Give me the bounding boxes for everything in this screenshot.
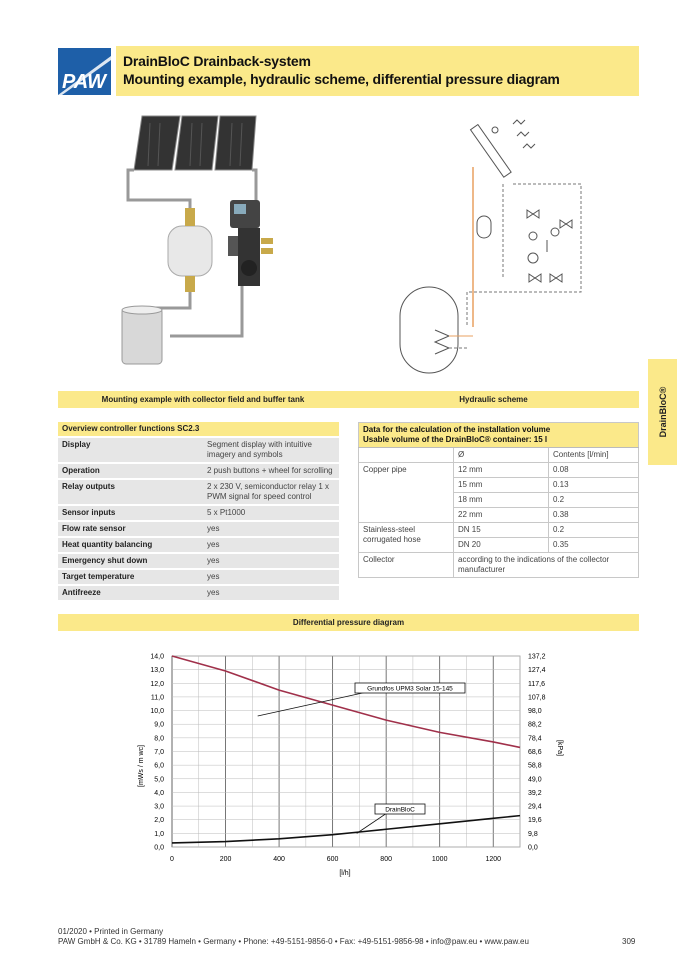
collector-symbol	[471, 120, 535, 177]
differential-pressure-chart	[130, 646, 570, 886]
table-row: 15 mm 0.13	[359, 478, 639, 493]
y2-tick-label: 68,6	[528, 749, 542, 756]
page-title: DrainBloC Drainback-system	[123, 53, 311, 69]
page-subtitle: Mounting example, hydraulic scheme, differential pressure diagram	[123, 71, 560, 87]
hydraulic-scheme	[395, 112, 595, 374]
x-axis-labels	[170, 856, 501, 863]
installation-volume-table	[358, 422, 639, 578]
volume-table-title: Data for the calculation of the installation volume Usable volume of the DrainBloC® container: 15 l	[359, 423, 639, 448]
y2-tick-label: 88,2	[528, 721, 542, 729]
mounting-example-illustration	[120, 108, 300, 370]
y2-tick-label: 78,4	[528, 735, 542, 743]
y-tick-label: 6,0	[154, 762, 164, 770]
table-row: Operation 2 push buttons + wheel for scrolling	[58, 463, 339, 479]
y-tick-label: 9,0	[154, 721, 164, 729]
controller-table-title: Overview controller functions SC2.3	[58, 422, 339, 437]
y-tick-label: 4,0	[154, 789, 164, 797]
footer-print-info: 01/2020 • Printed in Germany	[58, 927, 164, 936]
table-row: Antifreeze yes	[58, 585, 339, 601]
x-tick-label: 800	[380, 856, 392, 863]
y2-tick-label: 137,2	[528, 653, 546, 661]
paw-logo	[58, 48, 111, 95]
y2-tick-label: 39,2	[528, 789, 542, 797]
x-axis-title: [l/h]	[339, 870, 351, 877]
series-label: DrainBloC	[385, 806, 415, 814]
y-tick-label: 7,0	[154, 749, 164, 756]
y-tick-label: 14,0	[150, 653, 164, 661]
y-axis-title: [mWs / m wc]	[138, 745, 145, 787]
expansion-vessel	[168, 208, 212, 292]
mounting-caption: Mounting example with collector field and buffer tank	[58, 391, 348, 408]
y2-tick-label: 29,4	[528, 803, 542, 811]
side-tab-label: DrainBloC®	[657, 386, 668, 438]
table-row: Collector according to the indications of the collector manufacturer	[359, 553, 639, 578]
svg-text:PAW: PAW	[61, 71, 107, 93]
controller-functions-table	[58, 422, 339, 602]
y-tick-label: 12,0	[150, 680, 164, 688]
y2-tick-label: 117,6	[528, 680, 545, 688]
diagram-caption: Differential pressure diagram	[58, 614, 639, 631]
x-tick-label: 600	[326, 856, 339, 863]
y-axis-labels	[150, 654, 164, 852]
expansion-vessel-symbol	[477, 216, 491, 238]
table-row: 18 mm 0.2	[359, 493, 639, 508]
y-tick-label: 10,0	[150, 708, 164, 716]
table-row: Ø Contents [l/min]	[359, 448, 639, 463]
x-tick-label: 200	[219, 856, 232, 863]
y-tick-label: 13,0	[150, 667, 164, 675]
table-row: DN 20 0.35	[359, 538, 639, 553]
table-row: Emergency shut down yes	[58, 553, 339, 569]
y2-tick-label: 98,0	[528, 708, 542, 716]
y-tick-label: 0,0	[154, 844, 164, 852]
valve-symbols	[527, 210, 572, 282]
table-row: Target temperature yes	[58, 569, 339, 585]
series-label: Grundfos UPM3 Solar 15-145	[367, 685, 453, 693]
table-row: Stainless-steel corrugated hose DN 15 0.2	[359, 523, 639, 538]
y-tick-label: 5,0	[154, 776, 164, 784]
footer-contact: PAW GmbH & Co. KG • 31789 Hameln • Germany • Phone: +49-5151-9856-0 • Fax: +49-5151-9856-98 • info@paw.eu • www.paw.eu	[58, 937, 529, 946]
table-row: 22 mm 0.38	[359, 508, 639, 523]
y2-axis-title: [kPa]	[556, 740, 563, 756]
y-tick-label: 2,0	[154, 817, 164, 825]
table-row: Sensor inputs 5 x Pt1000	[58, 505, 339, 521]
table-row: Heat quantity balancing yes	[58, 537, 339, 553]
chart-grid	[172, 656, 520, 847]
x-tick-label: 400	[273, 856, 285, 863]
x-tick-label: 1200	[485, 856, 502, 863]
hydraulic-caption: Hydraulic scheme	[348, 391, 639, 408]
y2-tick-label: 107,8	[528, 694, 546, 702]
table-row: Flow rate sensor yes	[58, 521, 339, 537]
y-tick-label: 8,0	[154, 735, 164, 743]
table-row: Copper pipe 12 mm 0.08	[359, 463, 639, 478]
y2-axis-labels	[528, 654, 546, 852]
y2-tick-label: 58,8	[528, 762, 542, 770]
y2-tick-label: 19,6	[528, 817, 542, 825]
y-tick-label: 3,0	[154, 803, 164, 811]
drainbloc-station	[228, 200, 273, 286]
y2-tick-label: 0,0	[528, 844, 538, 852]
buffer-tank	[122, 306, 162, 364]
y2-tick-label: 9,8	[528, 830, 538, 838]
y2-tick-label: 49,0	[528, 776, 542, 784]
buffer-tank-symbol	[400, 287, 473, 373]
page-number: 309	[622, 937, 636, 946]
y-tick-label: 1,0	[154, 830, 164, 838]
x-tick-label: 1000	[431, 856, 448, 863]
table-row: Display Segment display with intuitive imagery and symbols	[58, 437, 339, 463]
collector-panels	[134, 116, 256, 170]
table-row: Relay outputs 2 x 230 V, semiconductor relay 1 x PWM signal for speed control	[58, 479, 339, 505]
side-tab[interactable]	[648, 359, 677, 465]
y-tick-label: 11,0	[150, 694, 164, 702]
x-tick-label: 0	[170, 856, 174, 863]
y2-tick-label: 127,4	[528, 667, 546, 675]
